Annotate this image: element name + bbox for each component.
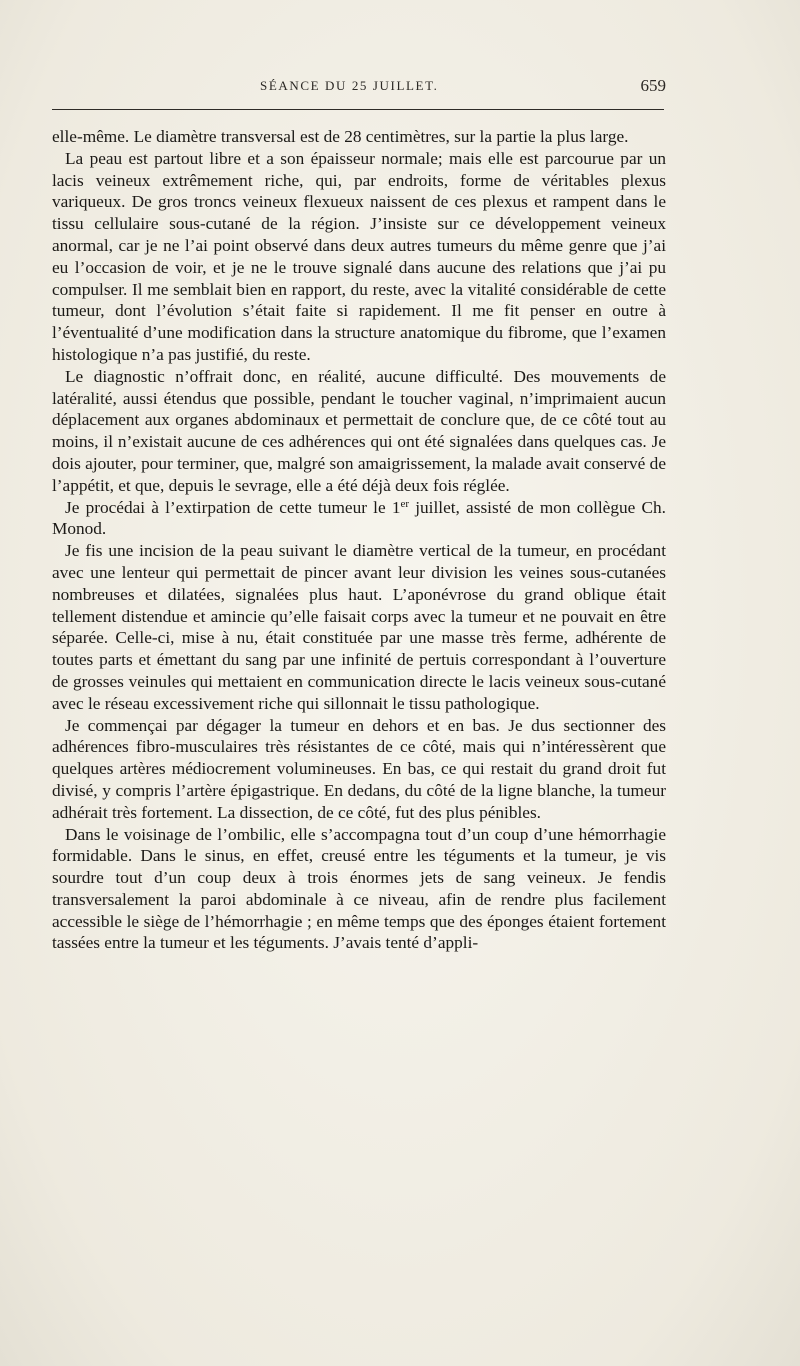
body-text: [52, 126, 666, 954]
paragraph-1: elle-même. Le diamètre transversal est de 28 centimètres, sur la partie la plus large.: [52, 127, 629, 146]
paragraph-4: [52, 497, 666, 541]
paragraph-7: Dans le voisinage de l’ombilic, elle s’accompagna tout d’un coup d’une hémorrhagie formidable. Dans le sinus, en effet, creusé entre les téguments et la tumeur, je vis sourdre tout d’un coup deux à trois énormes jets de sang veineux. Je fendis transversalement la paroi abdominale à ce niveau, afin de rendre plus facilement accessible le siège de l’hémorrhagie ; en même temps que des éponges étaient fortement tassées entre la tumeur et les téguments. J’avais tenté d’appli-: [52, 824, 666, 953]
running-head: SÉANCE DU 25 JUILLET.: [260, 78, 439, 93]
paragraph-3: Le diagnostic n’offrait donc, en réalité, aucune difficulté. Des mouvements de latéralité, aussi étendus que possible, pendant le toucher vaginal, n’imprimaient aucun déplacement aux organes abdominaux et permettait de conclure que, de ce côté tout au moins, il n’existait aucune de ces adhérences qui ont été signalées dans quelques cas. Je dois ajouter, pour terminer, que, malgré son amaigrissement, la malade avait conservé de l’appétit, et que, depuis le sevrage, elle a été déjà deux fois réglée.: [52, 366, 666, 495]
paragraph-4-after: juillet, assisté de mon collègue Ch. Monod.: [52, 497, 666, 539]
page-number: 659: [640, 76, 666, 95]
paragraph-4-before: Je procédai à l’extirpation de cette tumeur le 1: [65, 497, 401, 517]
paragraph-5: Je fis une incision de la peau suivant le diamètre vertical de la tumeur, en procédant avec une lenteur qui permettait de pincer avant leur division les veines sous-cutanées nombreuses et dilatées, signalées plus haut. L’aponévrose du grand oblique était tellement distendue et amincie qu’elle faisait corps avec la tumeur et ne pouvait en être séparée. Celle-ci, mise à nu, était constituée par une masse très ferme, adhérente de toutes parts et émettant du sang par une infinité de pertuis correspondant à l’ouverture de grosses veinules qui mettaient en communication directe le lacis veineux sous-cutané avec le réseau excessivement riche qui sillonnait le tissu pathologique.: [52, 541, 666, 713]
paragraph-2: La peau est partout libre et a son épaisseur normale; mais elle est parcourue par un lacis veineux extrêmement riche, qui, par endroits, forme de véritables plexus variqueux. De gros troncs veineux flexueux naissent de ces plexus et rampent dans le tissu cellulaire sous-cutané de la région. J’insiste sur ce développement veineux anormal, car je ne l’ai point observé dans deux autres tumeurs du même genre que j’ai eu l’occasion de voir, et je ne le trouve signalé dans aucune des relations que j’ai pu compulser. Il me semblait bien en rapport, du reste, avec la vitalité considérable de cette tumeur, dont l’évolution s’était faite si rapidement. Il me fit penser en outre à l’éventualité d’une modification dans la structure anatomique du fibrome, que l’examen histologique n’a pas justifié, du reste.: [52, 148, 666, 364]
paragraph-6: Je commençai par dégager la tumeur en dehors et en bas. Je dus sectionner des adhérences fibro-musculaires très résistantes de ce côté, mais qui n’intéressèrent que quelques artères médiocrement volumineuses. En bas, ce qui restait du grand droit fut divisé, y compris l’artère épigastrique. En dedans, du côté de la ligne blanche, la tumeur adhérait très fortement. La dissection, de ce côté, fut des plus pénibles.: [52, 715, 666, 822]
ordinal-superscript: er: [400, 497, 410, 510]
page-header: [52, 78, 666, 100]
header-rule: [52, 109, 664, 110]
